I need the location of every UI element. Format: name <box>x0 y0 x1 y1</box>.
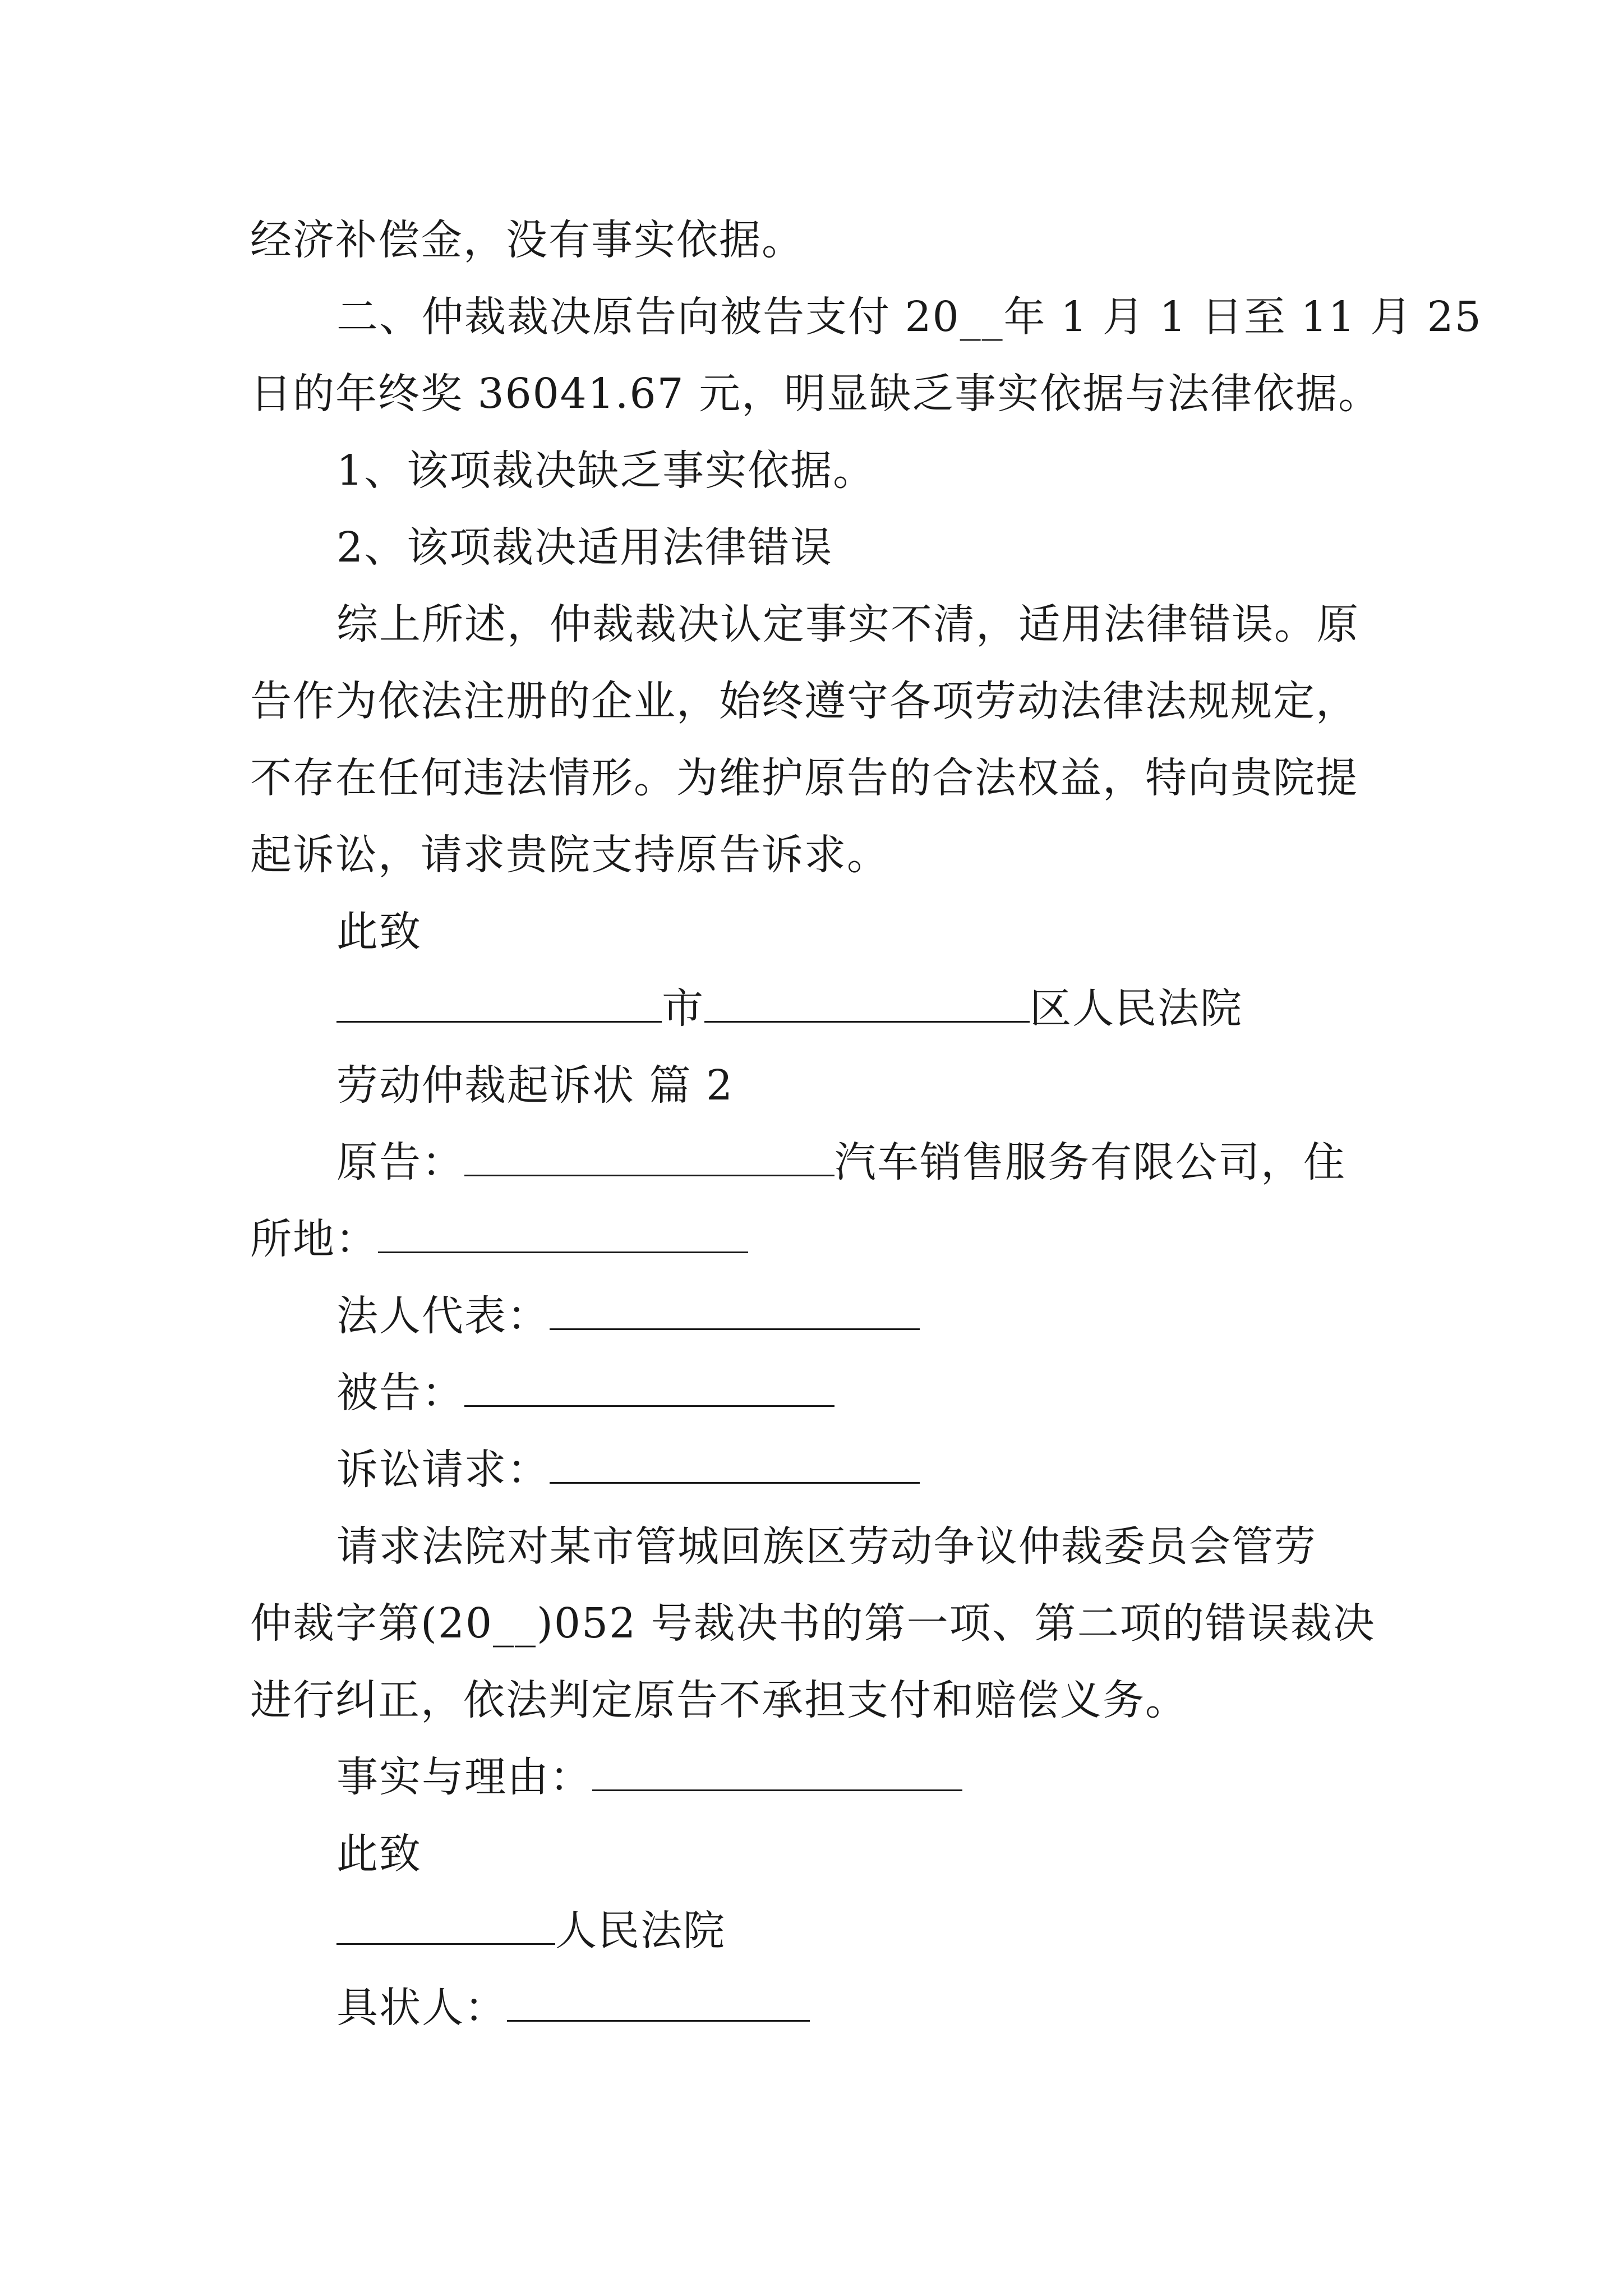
section-heading: 劳动仲裁起诉状 篇 2 <box>336 1061 734 1110</box>
blank-field <box>592 1752 962 1791</box>
legal-rep-label: 法人代表： <box>336 1292 550 1340</box>
blank-field <box>336 984 662 1023</box>
blank-field <box>336 1906 555 1945</box>
blank-field <box>704 984 1030 1023</box>
paragraph-line: 综上所述，仲裁裁决认定事实不清，适用法律错误。原 <box>336 600 1359 648</box>
facts-line <box>336 1749 962 1805</box>
plaintiff-company: 汽车销售服务有限公司，住 <box>834 1138 1346 1186</box>
plaintiff-line <box>336 1134 1346 1190</box>
address-line <box>250 1211 748 1267</box>
blank-field <box>464 1368 834 1407</box>
court-line <box>336 1903 726 1959</box>
paragraph-line: 经济补偿金，没有事实依据。 <box>250 216 804 264</box>
blank-field <box>507 1983 810 2022</box>
paragraph-line: 起诉讼，请求贵院支持原告诉求。 <box>250 831 889 879</box>
paragraph-line: 不存在任何违法情形。为维护原告的合法权益，特向贵院提 <box>250 754 1358 802</box>
paragraph-line: 进行纠正，依法判定原告不承担支付和赔偿义务。 <box>250 1676 1188 1724</box>
paragraph-line: 二、仲裁裁决原告向被告支付 20__年 1 月 1 日至 11 月 25 <box>336 293 1482 341</box>
defendant-line <box>336 1365 834 1421</box>
claims-line <box>336 1442 920 1498</box>
paragraph-line: 告作为依法注册的企业，始终遵守各项劳动法律法规规定， <box>250 677 1358 725</box>
blank-field <box>550 1291 920 1330</box>
signer-line <box>336 1980 810 2036</box>
claims-label: 诉讼请求： <box>336 1446 550 1494</box>
blank-field <box>464 1138 834 1176</box>
paragraph-line: 日的年终奖 36041.67 元，明显缺乏事实依据与法律依据。 <box>250 370 1381 418</box>
blank-field <box>378 1214 748 1253</box>
facts-label: 事实与理由： <box>336 1753 592 1801</box>
blank-field <box>550 1445 920 1484</box>
signer-label: 具状人： <box>336 1984 507 2032</box>
paragraph-line: 1、该项裁决缺乏事实依据。 <box>336 447 876 495</box>
court-label: 区人民法院 <box>1030 984 1243 1033</box>
address-label: 所地： <box>250 1215 378 1263</box>
paragraph-line: 请求法院对某市管城回族区劳动争议仲裁委员会管劳 <box>336 1522 1317 1571</box>
paragraph-line: 2、该项裁决适用法律错误 <box>336 523 833 572</box>
salutation: 此致 <box>336 1830 422 1878</box>
court-address-line <box>336 981 1243 1037</box>
legal-rep-line <box>336 1288 920 1344</box>
plaintiff-label: 原告： <box>336 1138 464 1186</box>
city-label: 市 <box>662 984 704 1033</box>
defendant-label: 被告： <box>336 1369 464 1417</box>
salutation: 此致 <box>336 908 422 956</box>
paragraph-line: 仲裁字第(20__)052 号裁决书的第一项、第二项的错误裁决 <box>250 1599 1376 1648</box>
court-label: 人民法院 <box>555 1907 726 1955</box>
